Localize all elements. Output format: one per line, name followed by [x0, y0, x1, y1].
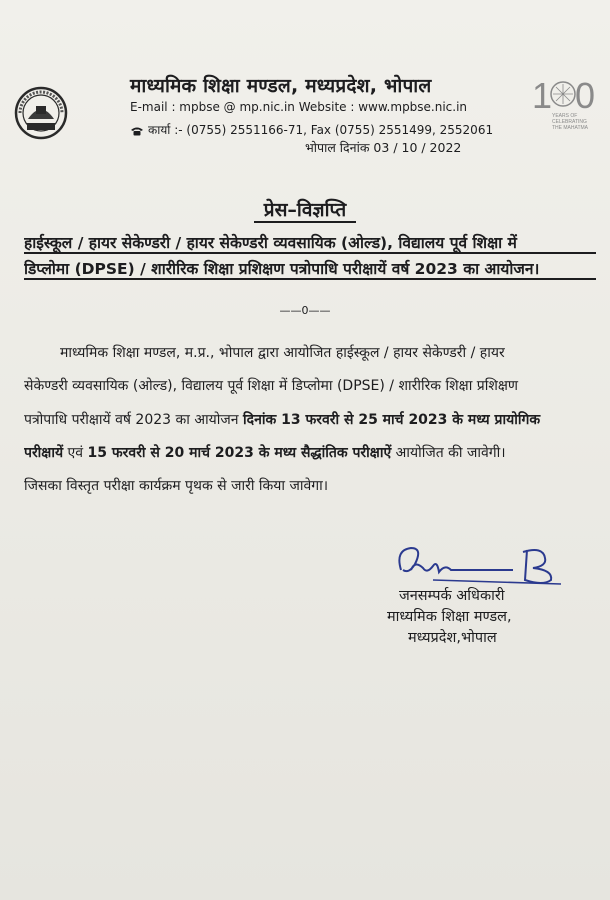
practical-exam-dates: दिनांक 13 फरवरी से 25 मार्च 2023 के मध्य प्रायोगिक	[243, 412, 541, 428]
svg-text:YEARS OF: YEARS OF	[552, 113, 578, 119]
body-line-5: जिसका विस्तृत परीक्षा कार्यक्रम पृथक से जारी किया जावेगा।	[24, 478, 329, 494]
org-name: माध्यमिक शिक्षा मण्डल, मध्यप्रदेश, भोपाल	[130, 75, 432, 97]
phone-fax-line	[130, 121, 493, 138]
phone-fax-text: कार्या :- (0755) 2551166-71, Fax (0755) 2551499, 2552061	[148, 123, 494, 137]
body-line-4	[24, 443, 598, 462]
body-text: एवं	[63, 445, 88, 461]
signatory-office: माध्यमिक शिक्षा मण्डल,	[387, 609, 512, 625]
svg-text:CELEBRATING: CELEBRATING	[552, 119, 587, 125]
theory-exam-dates: 15 फरवरी से 20 मार्च 2023 के मध्य सैद्धांतिक परीक्षाऐं	[87, 445, 392, 461]
body-text: आयोजित की जावेगी।	[391, 445, 506, 461]
section-divider: ——0——	[279, 304, 331, 317]
subject-line-1: हाईस्कूल / हायर सेकेण्डरी / हायर सेकेण्डरी व्यवसायिक (ओल्ड), विद्यालय पूर्व शिक्षा में	[24, 234, 517, 252]
telephone-icon	[130, 126, 144, 136]
signatory-place: मध्यप्रदेश,भोपाल	[408, 630, 497, 646]
gandhi-150-years-badge	[530, 70, 598, 140]
practical-exam-label: परीक्षायें	[24, 445, 64, 461]
subject-underline-2	[24, 278, 596, 280]
subject-line-2: डिप्लोमा (DPSE) / शारीरिक शिक्षा प्रशिक्षण पत्रोपाधि परीक्षायें वर्ष 2023 का आयोजन।	[24, 260, 540, 278]
email-website-line: E-mail : mpbse @ mp.nic.in Website : www.mpbse.nic.in	[130, 100, 468, 114]
svg-text:1: 1	[532, 75, 553, 116]
board-seal-logo	[14, 86, 68, 140]
body-line-3	[24, 410, 598, 429]
svg-text:0: 0	[575, 75, 596, 116]
body-line-2: सेकेण्डरी व्यवसायिक (ओल्ड), विद्यालय पूर्व शिक्षा में डिप्लोमा (DPSE) / शारीरिक शिक्षा प्रशिक्षण	[24, 378, 519, 394]
subject-underline-1	[24, 252, 596, 254]
body-text: पत्रोपाधि परीक्षायें वर्ष 2023 का आयोजन	[24, 412, 244, 428]
svg-text:THE MAHATMA: THE MAHATMA	[552, 125, 589, 131]
press-release-title: प्रेस–विज्ञप्ति	[263, 199, 347, 221]
signatory-designation: जनसम्पर्क अधिकारी	[399, 588, 505, 604]
issue-date: भोपाल दिनांक 03 / 10 / 2022	[305, 140, 462, 155]
title-underline	[254, 221, 356, 223]
body-line-1: माध्यमिक शिक्षा मण्डल, म.प्र., भोपाल द्वारा आयोजित हाईस्कूल / हायर सेकेण्डरी / हायर	[60, 345, 505, 361]
